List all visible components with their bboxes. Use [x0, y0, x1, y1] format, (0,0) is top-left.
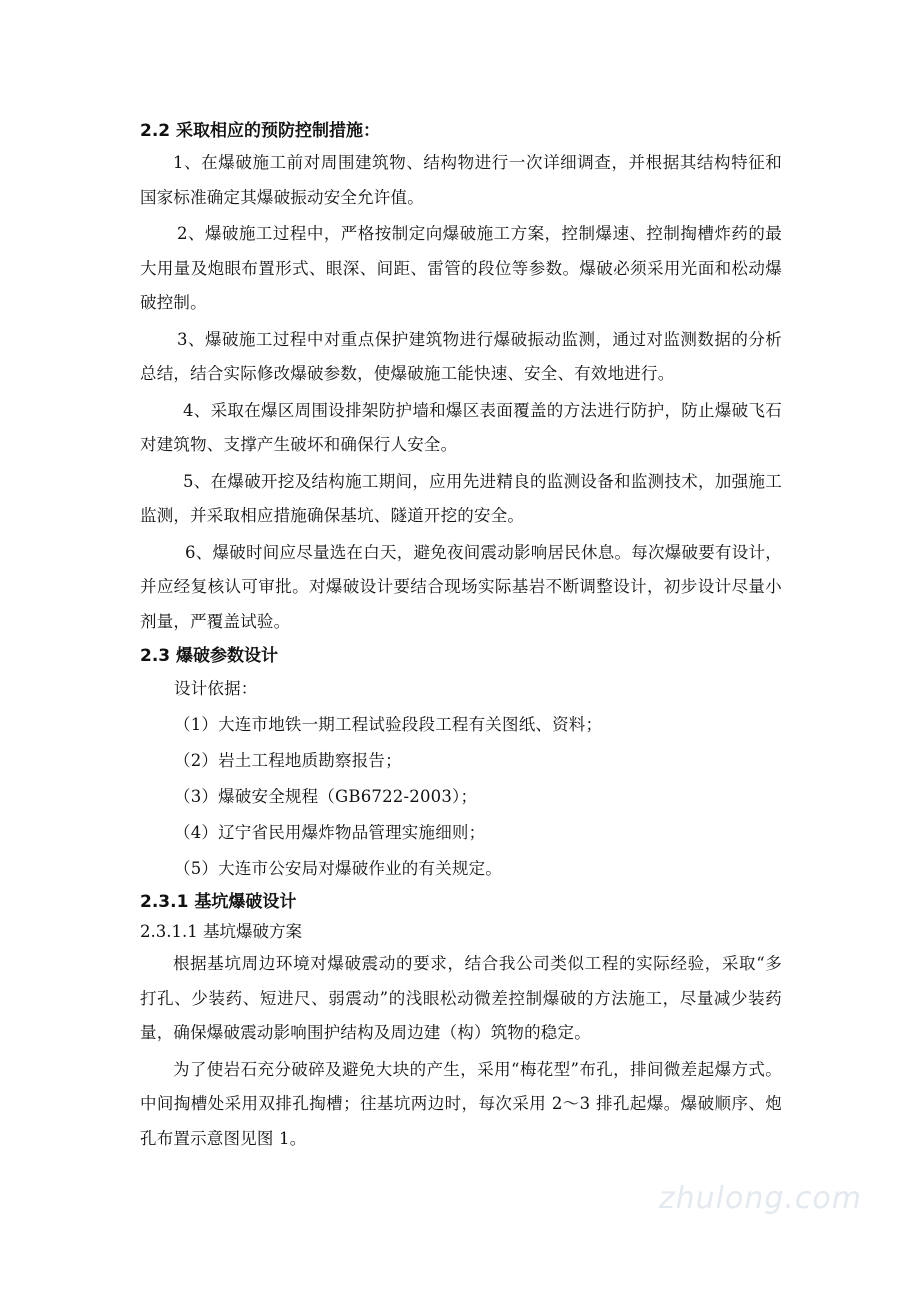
section-heading-2-3-1: 2.3.1 基坑爆破设计: [140, 892, 297, 912]
measure-item-5: 5、在爆破开挖及结构施工期间，应用先进精良的监测设备和监测技术，加强施工监测，并采取相应措施确保基坑、隧道开挖的安全。: [140, 471, 782, 525]
design-basis-label: 设计依据：: [174, 679, 258, 698]
design-basis-item-2: （2）岩土工程地质勘察报告；: [174, 751, 402, 770]
measure-item-6: 6、爆破时间应尽量选在白天，避免夜间震动影响居民休息。每次爆破要有设计，并应经复核认可审批。对爆破设计要结合现场实际基岩不断调整设计，初步设计尽量小剂量，严覆盖试验。: [140, 542, 782, 631]
design-basis-item-3: （3）爆破安全规程（GB6722-2003）；: [174, 787, 478, 806]
measure-item-3: 3、爆破施工过程中对重点保护建筑物进行爆破振动监测，通过对监测数据的分析总结，结合实际修改爆破参数，使爆破施工能快速、安全、有效地进行。: [140, 329, 782, 383]
measure-item-2: 2、爆破施工过程中，严格按制定向爆破施工方案，控制爆速、控制掏槽炸药的最大用量及炮眼布置形式、眼深、间距、雷管的段位等参数。爆破必须采用光面和松动爆破控制。: [140, 224, 782, 312]
design-basis-item-1: （1）大连市地铁一期工程试验段段工程有关图纸、资料；: [174, 715, 603, 734]
measure-item-1: 1、在爆破施工前对周围建筑物、结构物进行一次详细调查，并根据其结构特征和国家标准确定其爆破振动安全允许值。: [140, 153, 782, 207]
design-basis-item-4: （4）辽宁省民用爆炸物品管理实施细则；: [174, 823, 486, 842]
section-heading-2-3: 2.3 爆破参数设计: [140, 646, 279, 666]
measure-item-4: 4、采取在爆区周围设排架防护墙和爆区表面覆盖的方法进行防护，防止爆破飞石对建筑物、支撑产生破坏和确保行人安全。: [140, 400, 782, 454]
watermark-logo: zhulong.com: [658, 1181, 862, 1216]
document-body: [140, 116, 782, 1158]
subsection-heading-2-3-1-1: 2.3.1.1 基坑爆破方案: [140, 922, 302, 941]
design-basis-item-5: （5）大连市公安局对爆破作业的有关规定。: [174, 859, 502, 878]
plan-paragraph-1: 根据基坑周边环境对爆破震动的要求，结合我公司类似工程的实际经验，采取“多打孔、少装药、短进尺、弱震动”的浅眼松动微差控制爆破的方法施工，尽量减少装药量，确保爆破震动影响围护结构及周边建（构）筑物的稳定。: [140, 954, 782, 1042]
plan-paragraph-2: 为了使岩石充分破碎及避免大块的产生，采用“梅花型”布孔，排间微差起爆方式。中间掏槽处采用双排孔掏槽；往基坑两边时，每次采用 2～3 排孔起爆。爆破顺序、炮孔布置示意图见图 1。: [140, 1059, 782, 1148]
section-heading-2-2: 2.2 采取相应的预防控制措施：: [140, 121, 381, 141]
